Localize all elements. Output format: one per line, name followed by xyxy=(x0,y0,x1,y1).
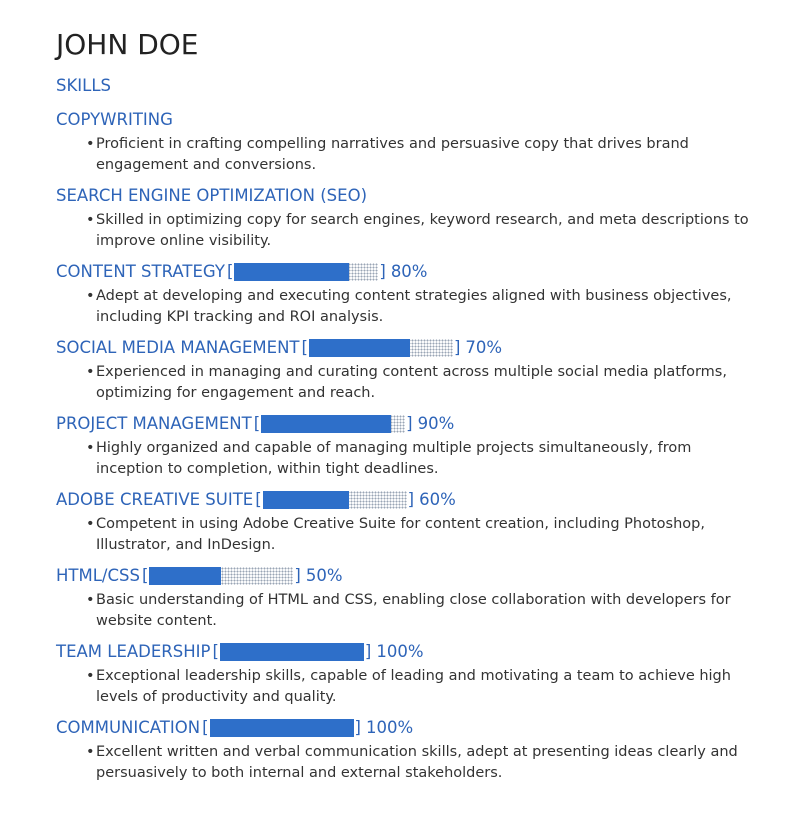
skill-title: COPYWRITING xyxy=(56,110,173,129)
skill-heading xyxy=(56,716,756,740)
skill-bar-track xyxy=(234,263,378,281)
bar-close-bracket: ] xyxy=(453,338,461,357)
skill-description-list xyxy=(56,666,756,708)
skill-heading xyxy=(56,184,756,208)
skill-level-bar xyxy=(255,488,414,512)
skill-title: HTML/CSS xyxy=(56,566,140,585)
skill-description-list xyxy=(56,210,756,252)
bar-open-bracket: [ xyxy=(202,718,209,737)
skill-description: • Basic understanding of HTML and CSS, enabling close collaboration with developers for website content. xyxy=(96,590,756,632)
skill-heading xyxy=(56,564,756,588)
skill-percent: 70% xyxy=(465,338,503,357)
skill-description-list xyxy=(56,514,756,556)
skill-bar-fill xyxy=(149,567,221,585)
skill-heading xyxy=(56,488,756,512)
skill-heading xyxy=(56,336,756,360)
bar-close-bracket: ] xyxy=(406,414,413,433)
skill-heading xyxy=(56,260,756,284)
skill-description: • Highly organized and capable of managing multiple projects simultaneously, from inception to completion, within tight deadlines. xyxy=(96,438,756,480)
skills-list xyxy=(56,108,756,784)
skill-item xyxy=(56,640,756,708)
skill-description-list xyxy=(56,590,756,632)
skill-bar-track xyxy=(261,415,405,433)
skill-item xyxy=(56,412,756,480)
skill-title: SEARCH ENGINE OPTIMIZATION (SEO) xyxy=(56,186,368,205)
skill-title: CONTENT STRATEGY xyxy=(56,262,225,281)
bar-open-bracket: [ xyxy=(226,262,234,281)
skill-bar-fill xyxy=(210,719,354,737)
resume-page xyxy=(56,26,756,784)
skill-description: • Skilled in optimizing copy for search engines, keyword research, and meta descriptions to improve online visibility. xyxy=(96,210,756,252)
skill-bar-fill xyxy=(309,339,410,357)
skill-title: PROJECT MANAGEMENT xyxy=(56,414,252,433)
skill-description: • Adept at developing and executing content strategies aligned with business objectives, including KPI tracking and ROI analysis. xyxy=(96,286,756,328)
skill-heading xyxy=(56,108,756,132)
skill-percent: 100% xyxy=(376,642,424,661)
skill-bar-fill xyxy=(220,643,364,661)
bar-open-bracket: [ xyxy=(141,566,149,585)
skill-bar-track xyxy=(149,567,293,585)
skill-description-list xyxy=(56,362,756,404)
skill-item xyxy=(56,716,756,784)
skill-percent: 80% xyxy=(390,262,428,281)
bar-close-bracket: ] xyxy=(407,490,415,509)
skill-description-list xyxy=(56,438,756,480)
skill-description: • Proficient in crafting compelling narratives and persuasive copy that drives brand engagement and conversions. xyxy=(96,134,756,176)
skill-bar-track xyxy=(309,339,453,357)
skill-level-bar xyxy=(142,564,301,588)
skill-level-bar xyxy=(212,640,371,664)
skill-percent: 90% xyxy=(417,414,455,433)
skill-bar-fill xyxy=(234,263,349,281)
skill-level-bar xyxy=(302,336,461,360)
section-title-skills: SKILLS xyxy=(56,76,112,95)
candidate-name: JOHN DOE xyxy=(56,28,199,61)
bar-open-bracket: [ xyxy=(212,642,219,661)
skill-item xyxy=(56,488,756,556)
bar-close-bracket: ] xyxy=(379,262,386,281)
skill-description-list xyxy=(56,134,756,176)
skill-item xyxy=(56,260,756,328)
skill-description: • Exceptional leadership skills, capable of leading and motivating a team to achieve high levels of productivity and quality. xyxy=(96,666,756,708)
skill-heading xyxy=(56,640,756,664)
skill-bar-track xyxy=(263,491,407,509)
skill-description: • Experienced in managing and curating content across multiple social media platforms, optimizing for engagement and reach. xyxy=(96,362,756,404)
skill-percent: 50% xyxy=(305,566,343,585)
skill-bar-track xyxy=(220,643,364,661)
skill-title: ADOBE CREATIVE SUITE xyxy=(56,490,254,509)
skill-description: • Excellent written and verbal communication skills, adept at presenting ideas clearly and persuasively to both internal and external stakeholders. xyxy=(96,742,756,784)
skill-percent: 60% xyxy=(419,490,456,509)
bar-close-bracket: ] xyxy=(294,566,301,585)
skill-bar-track xyxy=(210,719,354,737)
bar-open-bracket: [ xyxy=(255,490,262,509)
skill-bar-fill xyxy=(261,415,391,433)
skill-heading xyxy=(56,412,756,436)
skill-title: COMMUNICATION xyxy=(56,718,201,737)
skill-percent: 100% xyxy=(365,718,414,737)
skill-title: TEAM LEADERSHIP xyxy=(56,642,211,661)
bar-open-bracket: [ xyxy=(301,338,308,357)
skill-description-list xyxy=(56,742,756,784)
skill-level-bar xyxy=(254,412,413,436)
skill-item xyxy=(56,336,756,404)
skill-level-bar xyxy=(202,716,361,740)
skill-description: • Competent in using Adobe Creative Suite for content creation, including Photoshop, Illustrator, and InDesign. xyxy=(96,514,756,556)
bar-open-bracket: [ xyxy=(253,414,261,433)
bar-close-bracket: ] xyxy=(364,642,372,661)
skill-description-list xyxy=(56,286,756,328)
skill-level-bar xyxy=(227,260,386,284)
skill-title: SOCIAL MEDIA MANAGEMENT xyxy=(56,338,300,357)
skill-item xyxy=(56,184,756,252)
skill-item xyxy=(56,564,756,632)
skill-bar-fill xyxy=(263,491,349,509)
bar-close-bracket: ] xyxy=(354,718,361,737)
skill-item xyxy=(56,108,756,176)
